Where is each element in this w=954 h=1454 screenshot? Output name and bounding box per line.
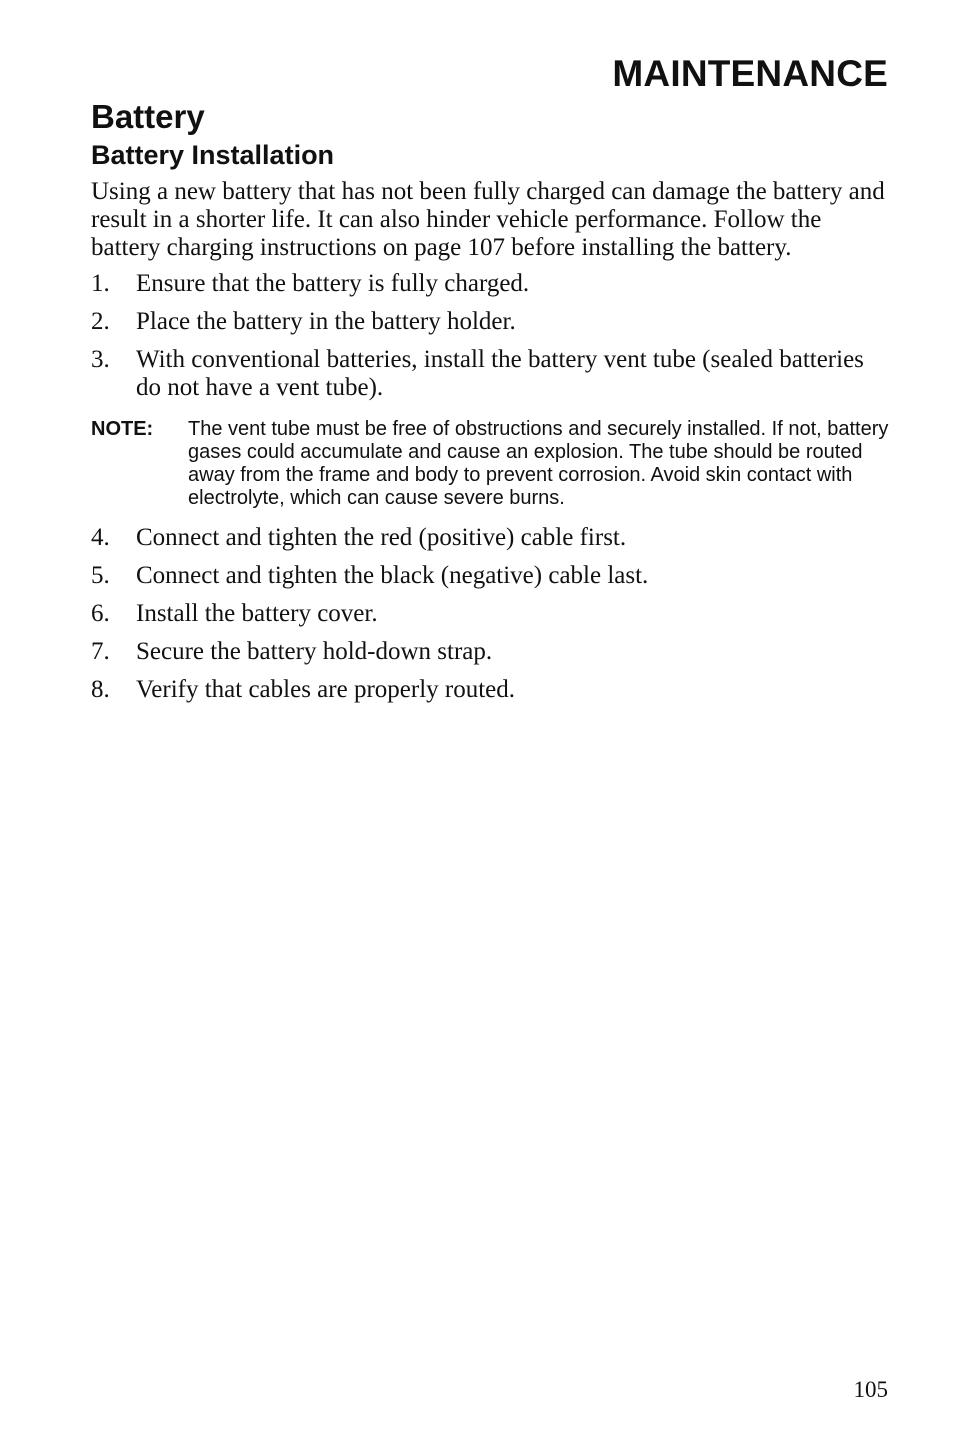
- note-text: The vent tube must be free of obstructions and securely installed. If not, battery gases could accumulate and cause an explosion. The tube should be routed away from the frame and body to prevent corrosion. Avoid skin contact with electrolyte, which can cause severe burns.: [188, 418, 889, 509]
- list-item: [91, 346, 891, 402]
- step-text: Verify that cables are properly routed.: [136, 676, 516, 703]
- step-number: 2.: [91, 308, 110, 335]
- note-label: NOTE:: [91, 418, 154, 440]
- section-title: MAINTENANCE: [612, 53, 888, 94]
- step-number: 8.: [91, 676, 110, 703]
- list-item: [91, 524, 891, 552]
- list-item: [91, 308, 891, 336]
- step-text: With conventional batteries, install the battery vent tube (sealed batteries do not have a vent tube).: [136, 346, 864, 401]
- step-number: 1.: [91, 270, 110, 297]
- step-text: Install the battery cover.: [136, 600, 378, 627]
- step-number: 3.: [91, 346, 110, 373]
- steps-list-first: [91, 270, 891, 402]
- page-number: 105: [853, 1377, 888, 1402]
- subtopic-heading: Battery Installation: [91, 140, 335, 170]
- steps-list-second: [91, 524, 891, 704]
- note-block: [91, 418, 891, 510]
- list-item: [91, 600, 891, 628]
- intro-paragraph: Using a new battery that has not been fully charged can damage the battery and result in a shorter life. It can also hinder vehicle performance. Follow the battery charging instructions on page 107 before installing the battery.: [91, 178, 885, 261]
- topic-heading: Battery: [91, 98, 205, 135]
- step-text: Connect and tighten the black (negative) cable last.: [136, 562, 649, 589]
- step-text: Ensure that the battery is fully charged.: [136, 270, 530, 297]
- list-item: [91, 562, 891, 590]
- step-text: Secure the battery hold-down strap.: [136, 638, 493, 665]
- step-number: 6.: [91, 600, 110, 627]
- step-text: Place the battery in the battery holder.: [136, 308, 516, 335]
- page-content: [91, 96, 891, 714]
- step-text: Connect and tighten the red (positive) cable first.: [136, 524, 627, 551]
- list-item: [91, 676, 891, 704]
- list-item: [91, 638, 891, 666]
- list-item: [91, 270, 891, 298]
- step-number: 4.: [91, 524, 110, 551]
- step-number: 5.: [91, 562, 110, 589]
- step-number: 7.: [91, 638, 110, 665]
